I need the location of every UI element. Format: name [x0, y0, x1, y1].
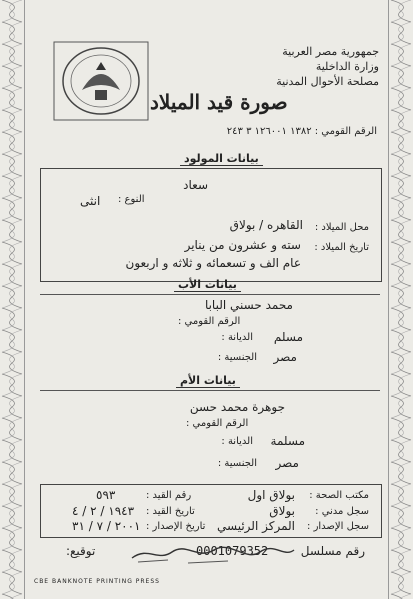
authority-line-3: مصلحة الأحوال المدنية	[276, 75, 379, 88]
issuing-authority	[229, 44, 379, 89]
issue-date-value: ٢٠٠١ / ٧ / ٣١	[72, 519, 141, 533]
father-religion-label: الديانة :	[221, 332, 253, 343]
father-nationality-value: مصر	[273, 350, 297, 364]
father-religion-value: مسلم	[273, 330, 303, 344]
mother-divider	[40, 390, 380, 391]
mother-national-id-label: الرقم القومي :	[186, 418, 249, 429]
authority-line-2: وزارة الداخلية	[315, 60, 379, 73]
signature-label: توقيع:	[66, 544, 96, 558]
father-name: محمد حسني البابا	[204, 298, 293, 312]
father-divider	[40, 294, 380, 295]
authority-line-1: جمهورية مصر العربية	[282, 45, 379, 58]
issue-date-label: تاريخ الإصدار :	[146, 521, 206, 532]
birthdate-line-2: عام الف و تسعمائه و ثلاثه و اربعون	[125, 256, 301, 270]
birthplace-value: القاهره / بولاق	[229, 218, 303, 232]
issuing-registry-label: سجل الإصدار :	[307, 521, 369, 532]
father-section-title: بيانات الأب	[174, 278, 241, 292]
newborn-name: سعاد	[183, 178, 208, 192]
mother-section-title: بيانات الأم	[176, 374, 240, 388]
mother-nationality-value: مصر	[275, 456, 299, 470]
birthplace-label: محل الميلاد :	[314, 222, 369, 233]
right-ornamental-border	[388, 0, 413, 599]
newborn-section-title: بيانات المولود	[180, 152, 263, 166]
civil-registry-label: سجل مدني :	[315, 506, 369, 517]
left-ornamental-border	[0, 0, 25, 599]
issuing-registry-value: المركز الرئيسي	[217, 519, 295, 533]
serial-label: رقم مسلسل	[300, 544, 365, 558]
birthdate-line-1: سته و عشرون من يناير	[184, 238, 301, 252]
father-national-id-label: الرقم القومي :	[178, 316, 241, 327]
document-title: صورة قيد الميلاد	[150, 90, 288, 114]
gender-value: انثى	[80, 194, 101, 208]
entry-date-value: ١٩٤٣ / ٢ / ٤	[72, 504, 135, 518]
registration-number: الرقم القومي : ١٣٨٢ ١٢٦٠٠١ ٣ ٢٤٣	[226, 126, 377, 137]
eagle-seal-icon	[52, 40, 150, 122]
father-nationality-label: الجنسية :	[217, 352, 257, 363]
mother-religion-label: الديانة :	[221, 436, 253, 447]
handwritten-note-scribble	[128, 540, 298, 566]
entry-date-label: تاريخ القيد :	[146, 506, 195, 517]
mother-religion-value: مسلمة	[270, 434, 305, 448]
health-office-value: بولاق اول	[247, 488, 295, 502]
entry-number-label: رقم القيد :	[146, 490, 192, 501]
civil-registry-value: بولاق	[269, 504, 295, 518]
gender-label: النوع :	[118, 194, 145, 205]
printer-imprint: CBE BANKNOTE PRINTING PRESS	[34, 578, 160, 585]
serial-number: 0001079352	[196, 544, 269, 558]
entry-number-value: ٥٩٣	[96, 488, 116, 502]
mother-nationality-label: الجنسية :	[217, 458, 257, 469]
birthdate-label: تاريخ الميلاد :	[314, 242, 369, 253]
mother-name: جوهرة محمد حسن	[189, 400, 285, 414]
health-office-label: مكتب الصحة :	[309, 490, 369, 501]
